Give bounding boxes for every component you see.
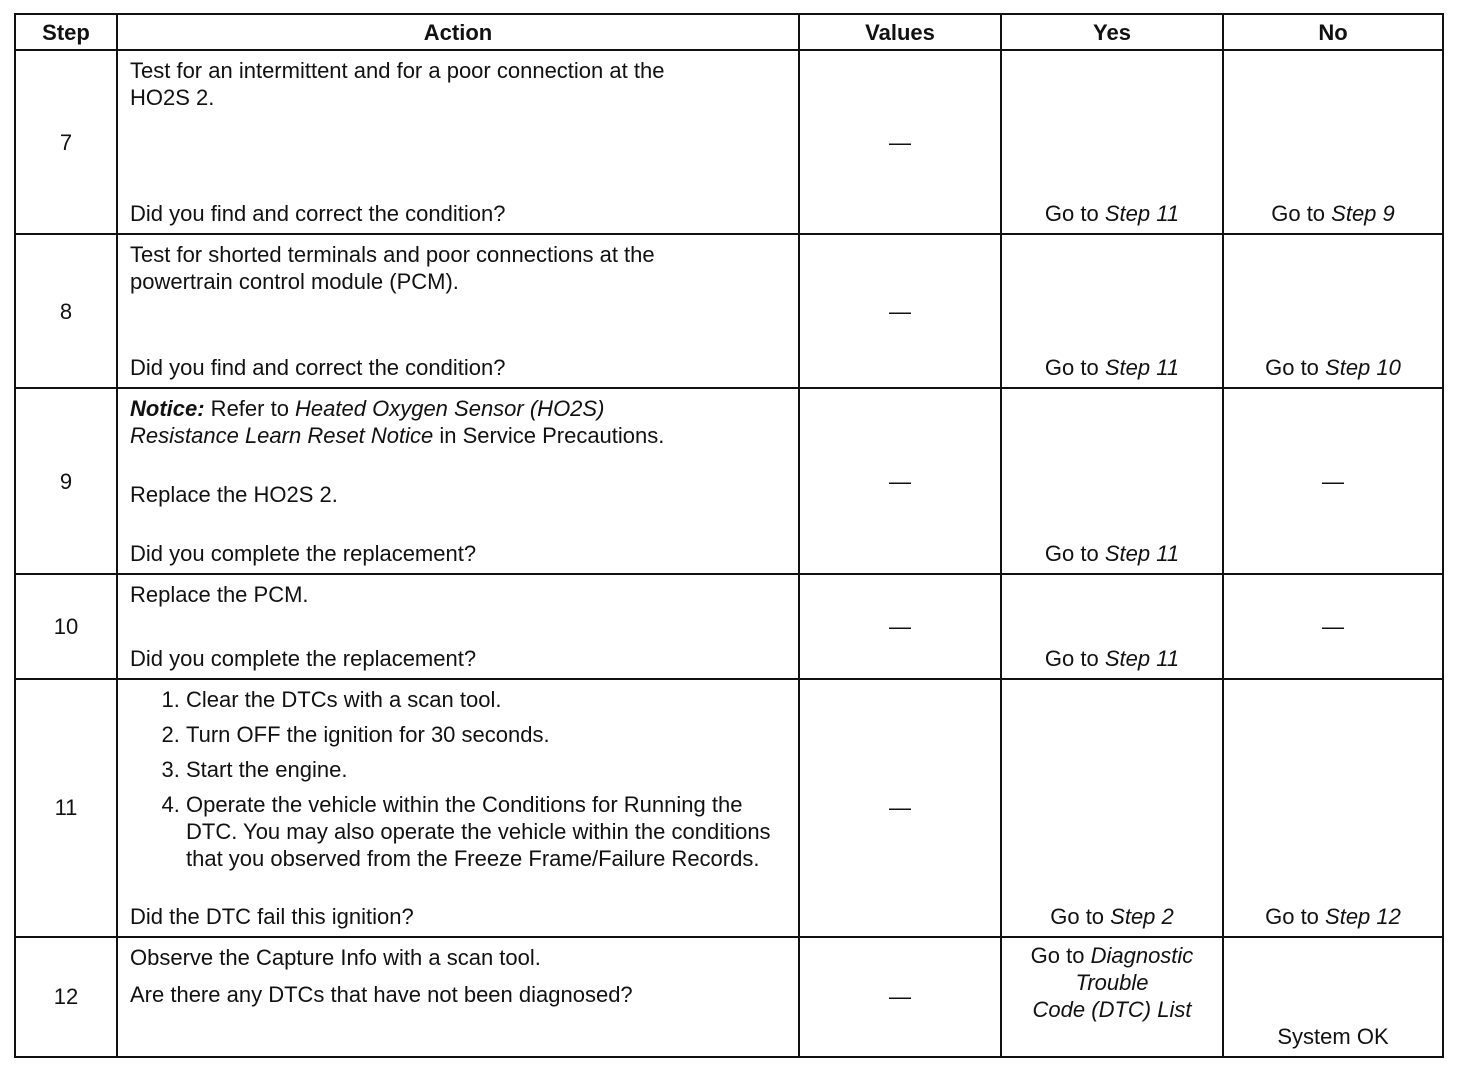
- header-step: Step: [15, 14, 117, 50]
- notice-text: in Service Precautions.: [433, 423, 665, 449]
- diagnostic-table: [14, 13, 1444, 1058]
- yes-step-link[interactable]: Step 11: [1104, 201, 1180, 227]
- notice-label: Notice:: [130, 396, 205, 422]
- table-row: [15, 574, 1443, 678]
- yes-prefix: Go to: [1050, 903, 1111, 929]
- header-row: [15, 14, 1443, 50]
- yes-cell: [1001, 679, 1223, 937]
- action-cell: [117, 574, 799, 678]
- action-cell: [117, 388, 799, 574]
- list-item: 1. Clear the DTCs with a scan tool.: [186, 686, 788, 713]
- action-question: Did you complete the replacement?: [130, 541, 477, 567]
- action-text: Test for an intermittent and for a poor connection at the: [130, 58, 665, 83]
- action-cell: [117, 679, 799, 937]
- no-cell: [1223, 234, 1443, 388]
- table-row: [15, 937, 1443, 1057]
- action-text: Replace the PCM.: [130, 582, 309, 608]
- values-cell: —: [799, 679, 1001, 937]
- no-prefix: Go to: [1271, 201, 1332, 227]
- header-yes: Yes: [1001, 14, 1223, 50]
- action-text: Observe the Capture Info with a scan tool.: [130, 944, 541, 970]
- yes-step-link[interactable]: Step 11: [1104, 645, 1180, 671]
- action-question: Did you find and correct the condition?: [130, 201, 506, 227]
- yes-step-link[interactable]: Step 2: [1110, 903, 1174, 929]
- step-number: 7: [15, 50, 117, 234]
- notice-text: Refer to: [204, 396, 296, 422]
- values-cell: —: [799, 574, 1001, 678]
- table-row: [15, 388, 1443, 574]
- procedure-list: [130, 686, 788, 872]
- action-text: HO2S 2.: [130, 85, 215, 110]
- no-prefix: Go to: [1265, 355, 1326, 381]
- yes-step-link[interactable]: Step 11: [1104, 541, 1180, 567]
- step-number: 11: [15, 679, 117, 937]
- yes-dtc-list-link[interactable]: Code (DTC) List: [1032, 996, 1192, 1022]
- action-text: powertrain control module (PCM).: [130, 269, 459, 295]
- action-cell: [117, 937, 799, 1057]
- yes-cell: [1001, 388, 1223, 574]
- values-cell: —: [799, 50, 1001, 234]
- no-step-link[interactable]: Step 10: [1325, 355, 1401, 381]
- list-item: 3. Start the engine.: [186, 756, 788, 783]
- step-number: 9: [15, 388, 117, 574]
- yes-dtc-list-link[interactable]: Trouble: [1075, 969, 1149, 995]
- action-question: Did the DTC fail this ignition?: [130, 903, 414, 929]
- values-cell: —: [799, 937, 1001, 1057]
- action-text: Test for shorted terminals and poor connections at the: [130, 242, 655, 268]
- action-question: Did you find and correct the condition?: [130, 355, 506, 381]
- list-item: 2. Turn OFF the ignition for 30 seconds.: [186, 721, 788, 748]
- yes-prefix: Go to: [1044, 645, 1105, 671]
- yes-prefix: Go to: [1030, 942, 1091, 968]
- header-action: Action: [117, 14, 799, 50]
- yes-cell: [1001, 234, 1223, 388]
- yes-cell: [1001, 937, 1223, 1057]
- action-question: Are there any DTCs that have not been diagnosed?: [130, 981, 633, 1007]
- action-cell: [117, 234, 799, 388]
- yes-cell: [1001, 574, 1223, 678]
- yes-prefix: Go to: [1044, 201, 1105, 227]
- yes-prefix: Go to: [1044, 541, 1105, 567]
- step-number: 10: [15, 574, 117, 678]
- no-cell: —: [1223, 388, 1443, 574]
- yes-step-link[interactable]: Step 11: [1104, 355, 1180, 381]
- no-cell: [1223, 679, 1443, 937]
- no-cell: System OK: [1223, 937, 1443, 1057]
- step-number: 12: [15, 937, 117, 1057]
- table-row: [15, 50, 1443, 234]
- yes-dtc-list-link[interactable]: Diagnostic: [1090, 942, 1194, 968]
- header-values: Values: [799, 14, 1001, 50]
- action-question: Did you complete the replacement?: [130, 645, 477, 671]
- values-cell: —: [799, 388, 1001, 574]
- no-cell: [1223, 50, 1443, 234]
- notice-reference-link[interactable]: Resistance Learn Reset Notice: [130, 423, 434, 449]
- yes-prefix: Go to: [1044, 355, 1105, 381]
- no-cell: —: [1223, 574, 1443, 678]
- no-prefix: Go to: [1265, 903, 1326, 929]
- step-number: 8: [15, 234, 117, 388]
- table-row: [15, 679, 1443, 937]
- action-cell: [117, 50, 799, 234]
- notice-block: [130, 395, 788, 449]
- header-no: No: [1223, 14, 1443, 50]
- action-text: Replace the HO2S 2.: [130, 482, 338, 508]
- no-step-link[interactable]: Step 12: [1325, 903, 1401, 929]
- values-cell: —: [799, 234, 1001, 388]
- notice-reference-link[interactable]: Heated Oxygen Sensor (HO2S): [295, 396, 605, 422]
- diagnostic-table-sheet: [14, 13, 1442, 1058]
- no-step-link[interactable]: Step 9: [1331, 201, 1395, 227]
- yes-cell: [1001, 50, 1223, 234]
- table-row: [15, 234, 1443, 388]
- list-item: 4. Operate the vehicle within the Conditions for Running the DTC. You may also operate the vehicle within the conditions that you observed from the Freeze Frame/Failure Records.: [186, 791, 788, 872]
